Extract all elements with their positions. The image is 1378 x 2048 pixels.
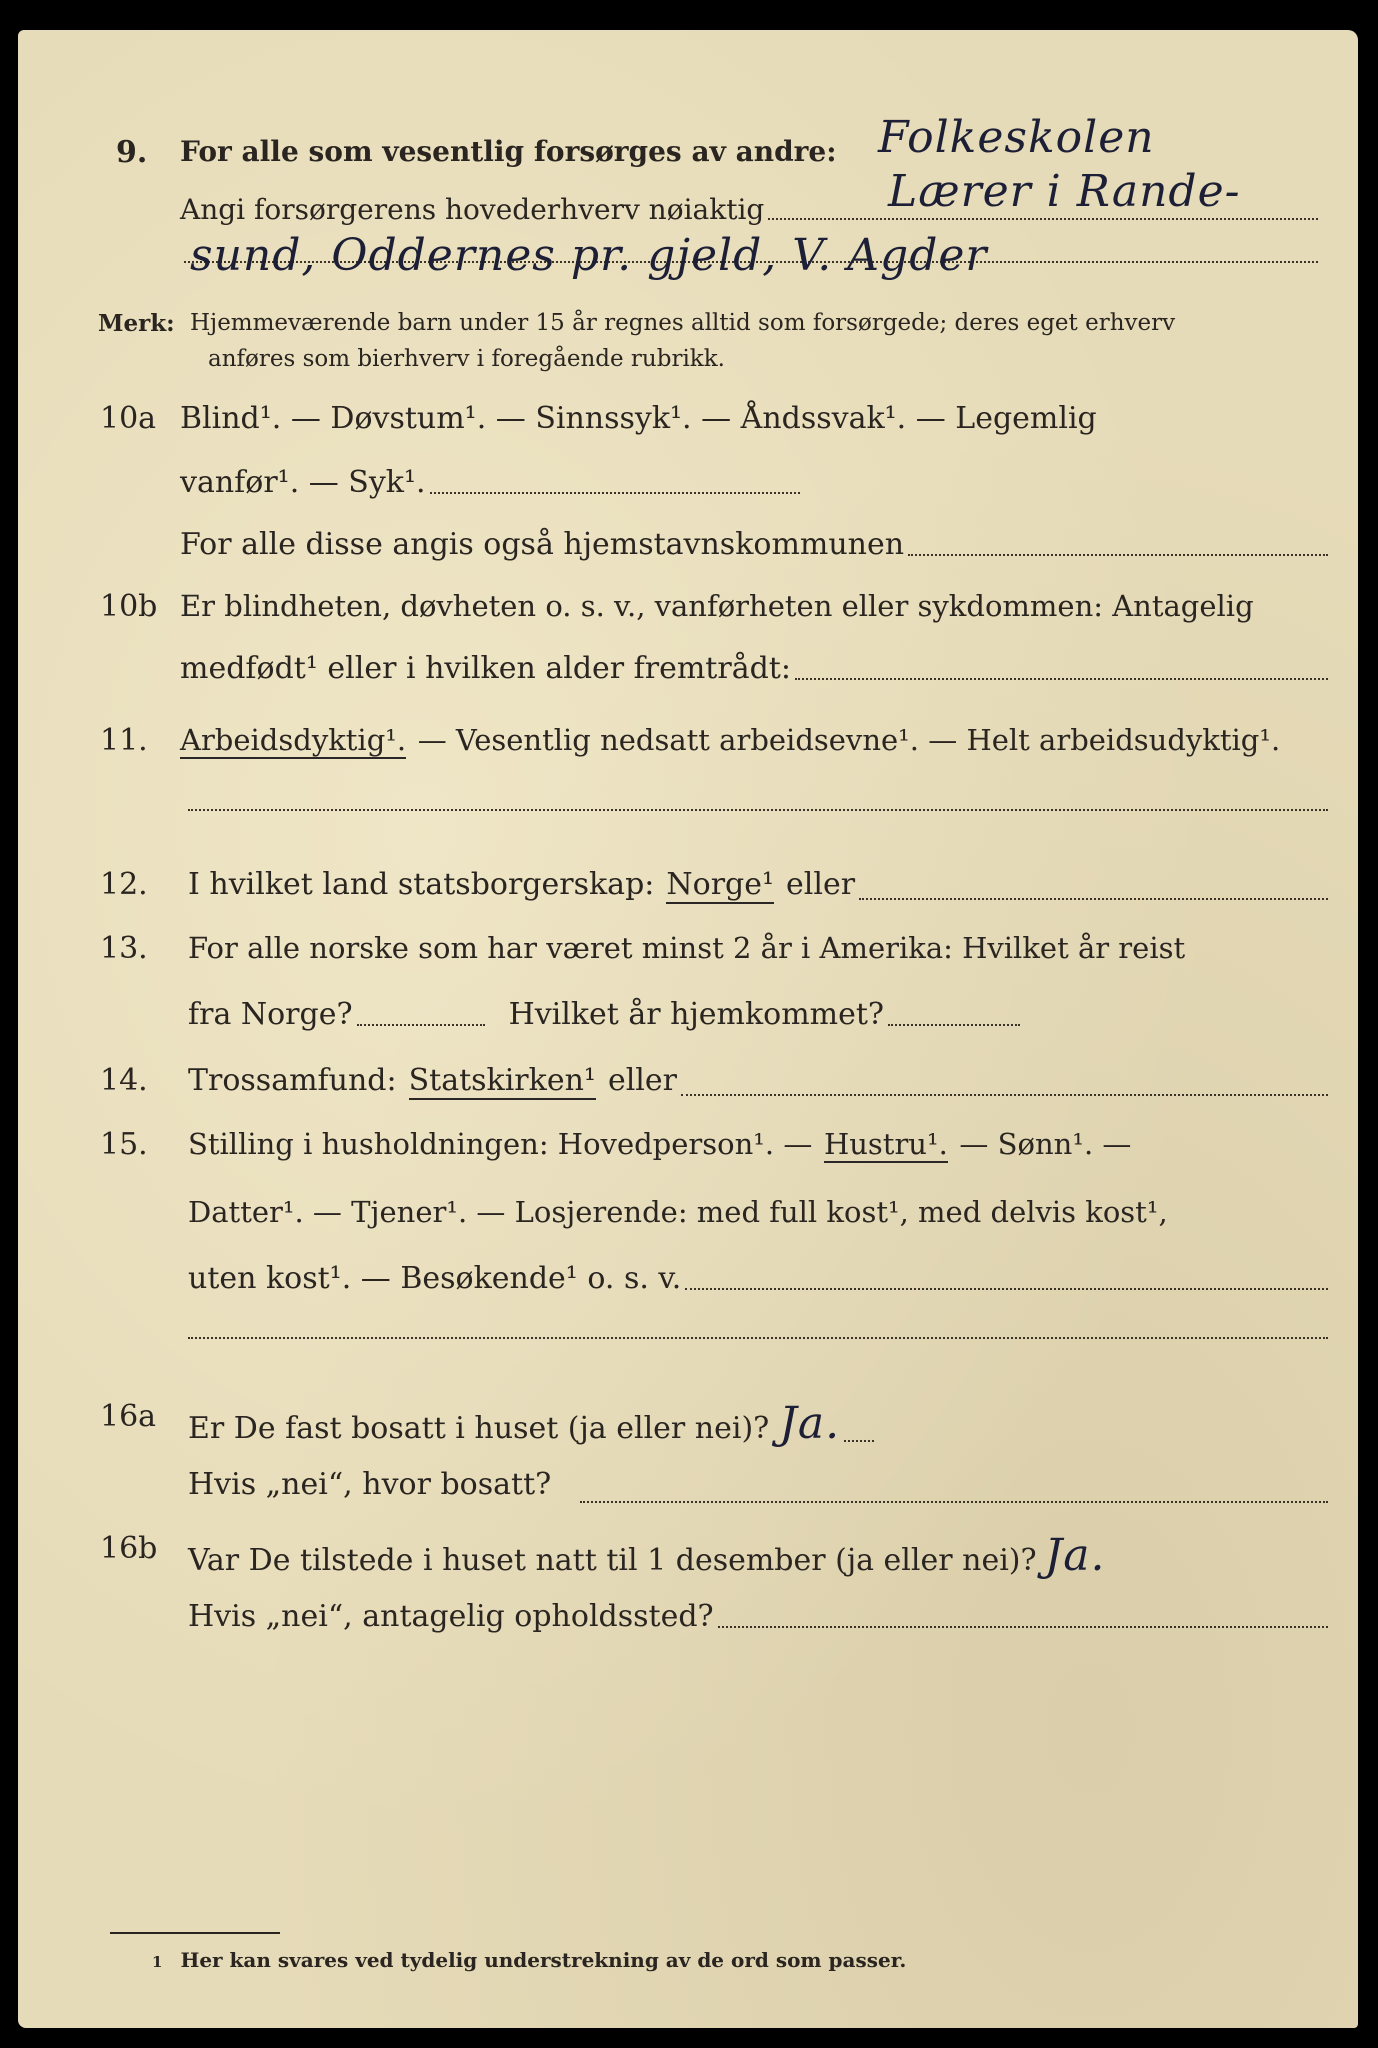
q16b-number: 16b [100, 1531, 158, 1566]
q13-emigrated-prompt: fra Norge? [188, 997, 353, 1032]
q11-extra-field [188, 808, 1328, 811]
q12-number: 12. [100, 867, 148, 902]
q12-other-country-field [859, 897, 1328, 900]
q10a-line-2 [180, 465, 800, 500]
q12-prompt: I hvilket land statsborgerskap: [188, 867, 655, 902]
q16a-answer: Ja. [779, 1398, 841, 1449]
q10a-home-municipality-field [908, 553, 1328, 556]
q14-suffix: eller [607, 1063, 677, 1098]
q15-line-1 [188, 1127, 1132, 1163]
q10b-prompt: medfødt¹ eller i hvilken alder fremtrådt: [180, 651, 791, 686]
q16b-line-2 [188, 1599, 1328, 1634]
footnote-text: Her kan svares ved tydelig understrekning av de ord som passer. [180, 1948, 907, 1972]
q15-line-3 [188, 1261, 1328, 1296]
q14-other-faith-field [681, 1093, 1328, 1096]
q11-selected-option: Arbeidsdyktig¹. [180, 723, 407, 757]
q9-answer-1: Folkeskolen [878, 112, 1155, 163]
q14-selected-option: Statskirken¹ [408, 1063, 596, 1098]
q12-selected-option: Norge¹ [666, 867, 775, 902]
q16b-line-1 [188, 1530, 1106, 1581]
footnote-mark: 1 [152, 1953, 163, 1971]
merk-label: Merk: [98, 310, 175, 337]
q16b-location-field [718, 1625, 1328, 1628]
q10a-line-3 [180, 527, 1328, 562]
q10a-number: 10a [100, 401, 157, 436]
q9-answer-2: Lærer i Rande- [888, 166, 1241, 217]
census-form-page [18, 30, 1358, 2028]
q15-line-2: Datter¹. — Tjener¹. — Losjerende: med full kost¹, med delvis kost¹, [188, 1195, 1168, 1229]
footnote-rule [110, 1932, 280, 1934]
q15-options-1b: — Sønn¹. — [959, 1127, 1132, 1161]
q9-answer-3: sund, Oddernes pr. gjeld, V. Agder [190, 230, 988, 281]
merk-line-1: Hjemmeværende barn under 15 år regnes alltid som forsørgede; deres eget erhverv [190, 310, 1176, 336]
q10a-sick-field [430, 491, 800, 494]
q16a-line-2 [188, 1467, 552, 1502]
q16a-number: 16a [100, 1399, 157, 1434]
q14-number: 14. [100, 1063, 148, 1098]
q10a-options-2: vanfør¹. — Syk¹. [180, 465, 426, 500]
q11-line [180, 723, 1281, 759]
q16a-residence-field [580, 1500, 1328, 1503]
q13-number: 13. [100, 931, 148, 966]
q16b-answer: Ja. [1044, 1530, 1106, 1581]
q15-options-3: uten kost¹. — Besøkende¹ o. s. v. [188, 1261, 682, 1296]
q16a-line-1 [188, 1398, 874, 1449]
q10a-home-municipality-prompt: For alle disse angis også hjemstavnskommunen [180, 527, 905, 562]
q15-extra-field [188, 1336, 1328, 1339]
q10a-options: Blind¹. — Døvstum¹. — Sinnssyk¹. — Åndssvak¹. — Legemlig [180, 401, 1097, 436]
q11-number: 11. [100, 723, 148, 758]
q15-selected-option: Hustru¹. [823, 1127, 948, 1161]
footnote [152, 1950, 906, 1970]
q10a-line-1 [180, 401, 1318, 436]
q10b-line-2 [180, 651, 1328, 686]
q9-number: 9. [116, 135, 148, 170]
q16a-prompt: Er De fast bosatt i huset (ja eller nei)? [188, 1411, 770, 1446]
q9-title: For alle som vesentlig forsørges av andre: [180, 135, 837, 168]
q10b-age-field [795, 677, 1328, 680]
q16b-location-prompt: Hvis „nei“, antagelig opholdssted? [188, 1599, 714, 1634]
q15-other-field [685, 1287, 1328, 1290]
q11-other-options: — Vesentlig nedsatt arbeidsevne¹. — Helt arbeidsudyktig¹. [417, 723, 1281, 757]
q10b-line-1: Er blindheten, døvheten o. s. v., vanførheten eller sykdommen: Antagelig [180, 589, 1254, 623]
q14-line [188, 1063, 1328, 1100]
q16a-residence-prompt: Hvis „nei“, hvor bosatt? [188, 1467, 552, 1502]
q9-handwriting-place [190, 230, 988, 281]
q9-handwriting-school [878, 112, 1155, 163]
merk-line-2: anføres som bierhverv i foregående rubrikk. [208, 346, 725, 372]
q9-handwriting-occupation [888, 166, 1241, 217]
q13-line-1: For alle norske som har været minst 2 år i Amerika: Hvilket år reist [188, 931, 1186, 965]
q15-options-1: Stilling i husholdningen: Hovedperson¹. — [188, 1127, 813, 1161]
q13-returned-field [888, 1024, 1020, 1026]
q12-line [188, 867, 1328, 904]
q14-prompt: Trossamfund: [188, 1063, 397, 1098]
q10b-number: 10b [100, 589, 158, 624]
q16a-answer-field [844, 1440, 874, 1442]
q9-answer-field [768, 217, 1318, 220]
q9-prompt: Angi forsørgerens hovederhverv nøiaktig [180, 193, 765, 226]
q13-emigrated-field [357, 1024, 485, 1026]
q15-number: 15. [100, 1127, 148, 1162]
q13-returned-prompt: Hvilket år hjemkommet? [508, 997, 885, 1032]
q13-line-2 [188, 997, 1020, 1032]
q16b-prompt: Var De tilstede i huset natt til 1 desember (ja eller nei)? [188, 1543, 1037, 1578]
q12-suffix: eller [786, 867, 856, 902]
